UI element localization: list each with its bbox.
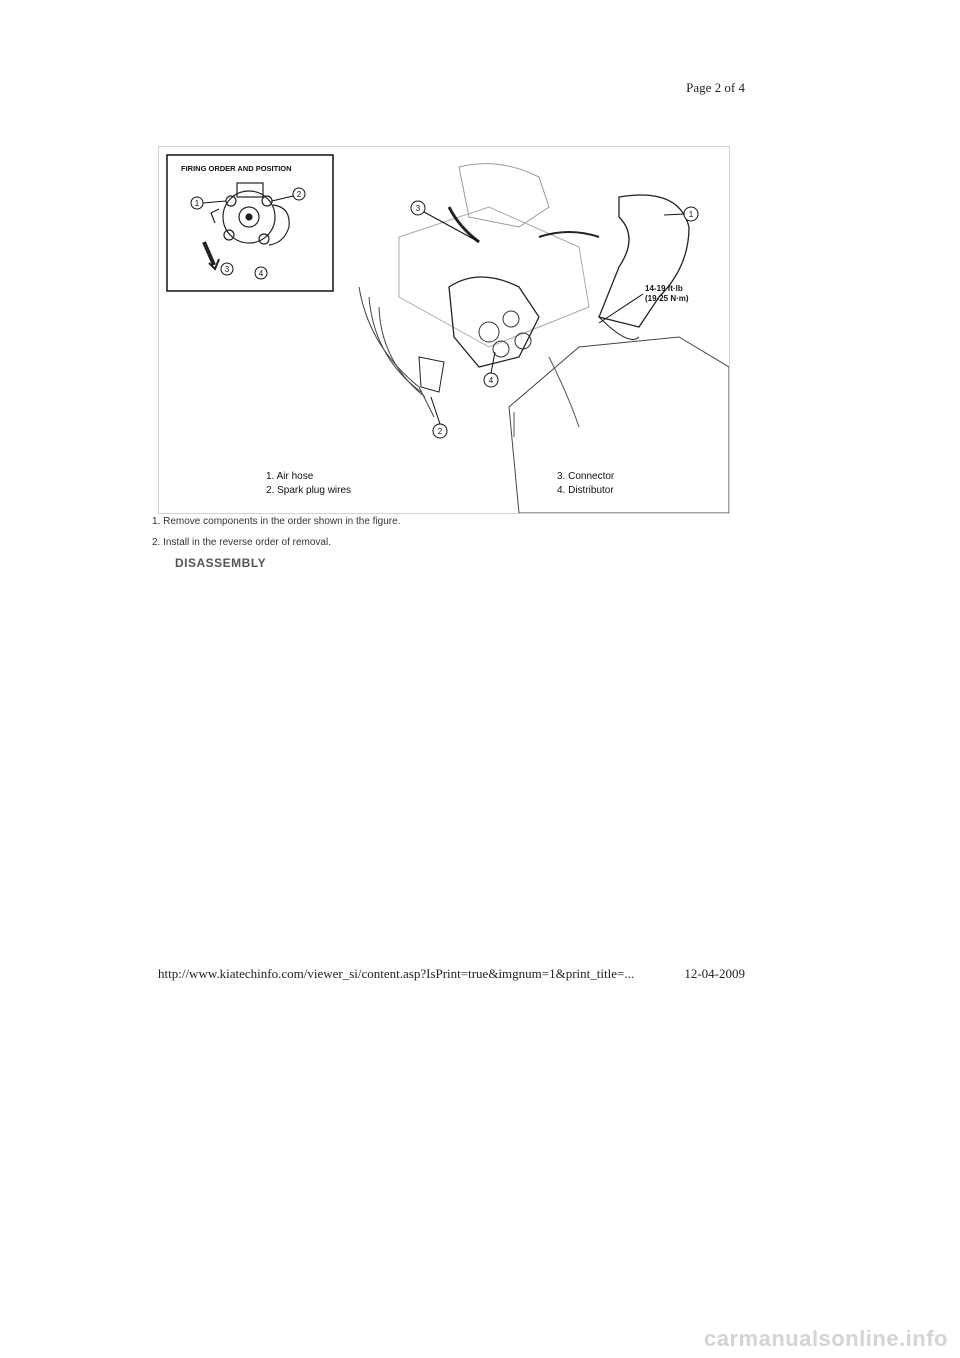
inset-callouts <box>191 188 305 279</box>
callout-2: 2 <box>437 427 443 436</box>
callout-1: 1 <box>688 210 694 219</box>
torque-spec-ftlb: 14-19 ft·lb <box>645 284 683 293</box>
footer-date: 12-04-2009 <box>684 966 745 981</box>
legend-connector: 3. Connector <box>557 471 615 482</box>
torque-spec-nm: (19-25 N·m) <box>645 294 689 303</box>
legend-air-hose: 1. Air hose <box>266 471 314 482</box>
inset-callout-2: 2 <box>296 190 302 199</box>
callout-4: 4 <box>488 376 494 385</box>
step-item: 1. Remove components in the order shown in the figure. <box>152 516 401 527</box>
inset-callout-4: 4 <box>258 269 264 278</box>
inset-title: FIRING ORDER AND POSITION <box>181 164 292 173</box>
distributor-removal-figure <box>158 146 730 514</box>
callout-3: 3 <box>415 204 421 213</box>
legend-distributor: 4. Distributor <box>557 485 614 496</box>
inset-callout-1: 1 <box>194 199 200 208</box>
procedure-steps <box>152 516 400 558</box>
firing-order-inset <box>167 155 333 291</box>
legend-spark-plug-wires: 2. Spark plug wires <box>266 485 352 496</box>
footer-url: http://www.kiatechinfo.com/viewer_si/content.asp?IsPrint=true&imgnum=1&print_title=... <box>158 966 635 981</box>
figure-drawing <box>159 147 729 513</box>
section-heading: DISASSEMBLY <box>175 556 267 570</box>
engine-assembly-drawing <box>359 164 729 513</box>
page-number: Page 2 of 4 <box>686 80 745 95</box>
inset-callout-3: 3 <box>224 265 230 274</box>
distributor-cap-diagram <box>204 183 289 269</box>
step-item: 2. Install in the reverse order of removal. <box>152 537 331 548</box>
watermark: carmanualsonline.info <box>704 1326 948 1351</box>
